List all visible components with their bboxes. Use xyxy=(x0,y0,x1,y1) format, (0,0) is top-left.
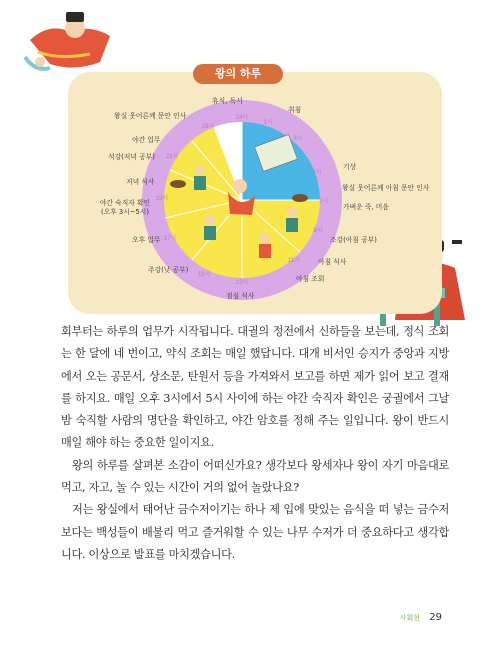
label-lunch: 점심 식사 xyxy=(226,292,255,300)
label-rest-read: 휴식, 독서 xyxy=(212,97,243,105)
hour-17: 17시 xyxy=(163,236,177,242)
label-night-work: 야간 업무 xyxy=(132,136,161,144)
label-sleep: 취침 xyxy=(288,106,302,114)
page-footer xyxy=(400,612,442,623)
hour-15: 15시 xyxy=(197,272,211,278)
diagram-title: 왕의 하루 xyxy=(193,64,283,84)
hour-19: 19시 xyxy=(155,196,169,202)
hour-23: 23시 xyxy=(201,124,215,130)
page-number: 29 xyxy=(429,612,442,623)
brand-logo: 사회현 xyxy=(399,614,421,622)
paragraph-1: 회부터는 하루의 업무가 시작됩니다. 대궐의 정전에서 신하들을 보는데, 정식 조회는 한 달에 네 번이고, 약식 조회는 매일 했답니다. 대개 비서인 승지가 중앙과 지방에서 오는 공문서, 상소문, 탄원서 등을 가져와서 보고를 하면 제가 읽어 보고 결재를 하지요. 매일 오후 3시에서 5시 사이에 하는 야간 숙직자 확인은 궁궐에서 그날 밤 숙직할 사람의 명단을 확인하고, 야간 암호를 정해 주는 일입니다. 왕이 반드시 매일 해야 하는 중요한 일이지요. xyxy=(61,325,449,450)
hour-13: 13시 xyxy=(235,280,249,286)
hour-24: 24시 xyxy=(235,115,249,121)
hour-3: 3시 xyxy=(293,136,303,142)
label-dinner: 저녁 식사 xyxy=(126,178,155,186)
label-morning-assembly: 아침 조회 xyxy=(296,275,325,283)
label-supper-study: 석강(저녁 공부) xyxy=(108,153,155,161)
label-greet-morning: 왕실 웃어른께 아침 문안 인사 xyxy=(342,184,430,192)
label-night-duty xyxy=(92,199,158,217)
label-afternoon-study: 주강(낮 공부) xyxy=(148,266,189,274)
hour-21: 21시 xyxy=(165,154,179,160)
label-breakfast: 아침 식사 xyxy=(318,258,347,266)
label-afternoon-work: 오후 업무 xyxy=(132,236,161,244)
hour-7: 7시 xyxy=(319,199,329,205)
hour-11: 11시 xyxy=(287,258,301,264)
hour-1: 1시 xyxy=(263,120,273,126)
paragraph-3: 저는 왕실에서 태어난 금수저이기는 하나 제 입에 맞있는 음식을 떠 넣는 금수저보다는 백성들이 배불리 먹고 즐거워할 수 있는 나무 수저가 더 중요하다고 생각합니다. 이상으로 발표를 마치겠습니다. xyxy=(61,503,449,561)
body-text xyxy=(61,321,449,566)
label-greet-evening: 왕실 웃어른께 문안 인사 xyxy=(114,112,187,120)
label-night-duty-time: (오후 3시~5시) xyxy=(100,208,150,216)
hour-5: 5시 xyxy=(312,170,322,176)
hour-9: 9시 xyxy=(313,228,323,234)
label-night-duty-title: 야간 숙직자 확인 xyxy=(99,199,151,207)
label-wake: 기상 xyxy=(343,163,357,171)
label-morning-study: 조강(아침 공부) xyxy=(330,236,377,244)
paragraph-2: 왕의 하루를 살펴본 소감이 어떠신가요? 생각보다 왕세자나 왕이 자기 마음대로 먹고, 자고, 놀 수 있는 시간이 거의 없어 놀랐나요? xyxy=(61,458,449,495)
label-washing: 가벼운 죽, 미음 xyxy=(343,203,389,211)
